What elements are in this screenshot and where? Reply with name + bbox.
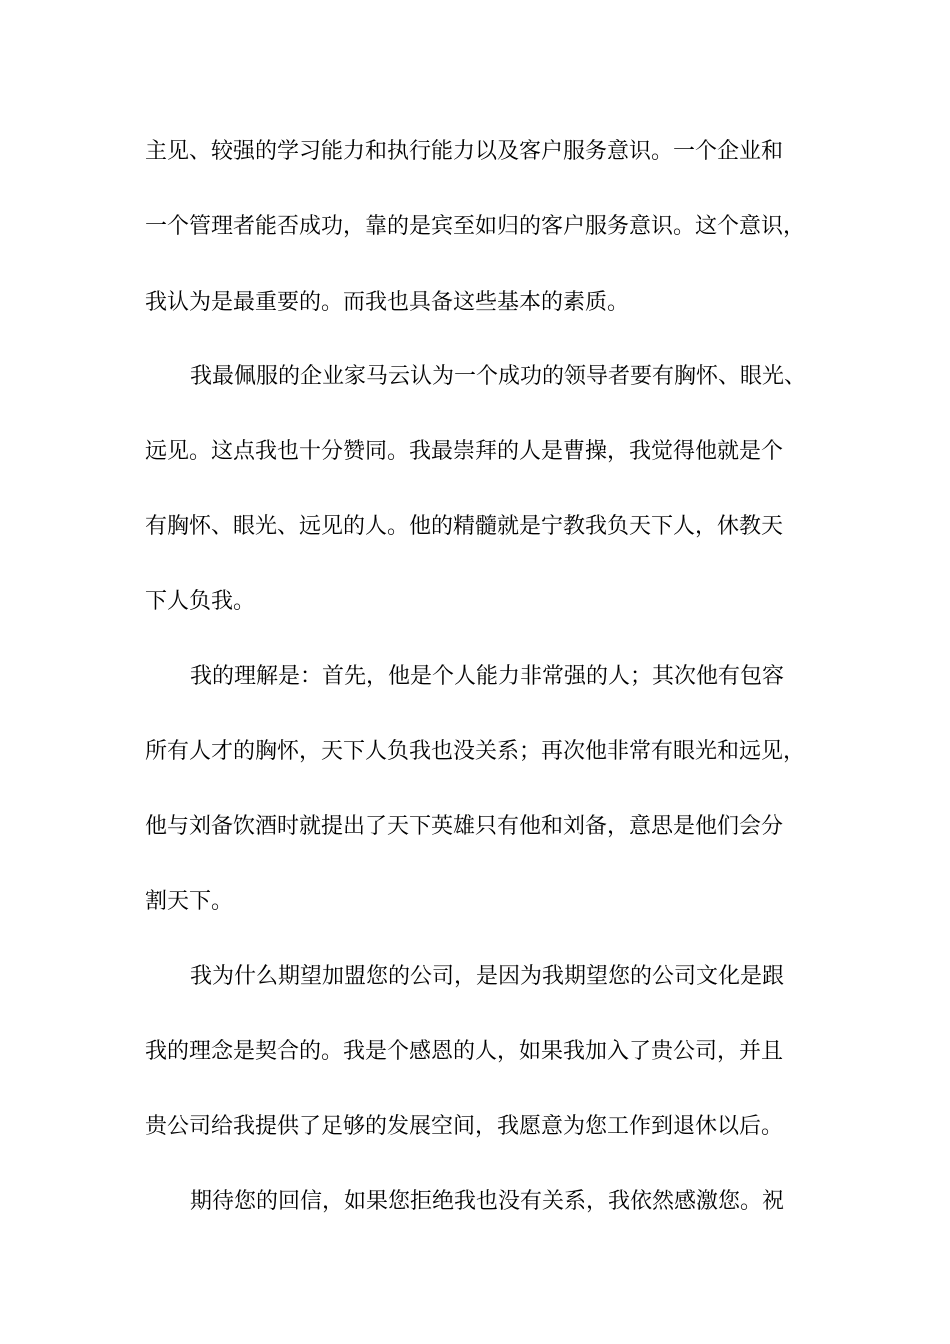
text-line-12: 我为什么期望加盟您的公司，是因为我期望您的公司文化是跟 bbox=[190, 964, 785, 989]
text-line-15: 期待您的回信，如果您拒绝我也没有关系，我依然感激您。祝 bbox=[190, 1189, 785, 1214]
text-line-10: 他与刘备饮酒时就提出了天下英雄只有他和刘备，意思是他们会分 bbox=[145, 814, 784, 839]
text-line-8: 我的理解是：首先，他是个人能力非常强的人；其次他有包容 bbox=[190, 664, 785, 689]
text-line-2: 一个管理者能否成功，靠的是宾至如归的客户服务意识。这个意识， bbox=[145, 214, 806, 239]
text-line-11: 割天下。 bbox=[145, 889, 234, 914]
text-line-4: 我最佩服的企业家马云认为一个成功的领导者要有胸怀、眼光、 bbox=[190, 364, 807, 389]
text-line-1: 主见、较强的学习能力和执行能力以及客户服务意识。一个企业和 bbox=[145, 139, 784, 164]
text-line-5: 远见。这点我也十分赞同。我最崇拜的人是曹操，我觉得他就是个 bbox=[145, 439, 784, 464]
text-line-13: 我的理念是契合的。我是个感恩的人，如果我加入了贵公司，并且 bbox=[145, 1039, 784, 1064]
text-line-14: 贵公司给我提供了足够的发展空间，我愿意为您工作到退休以后。 bbox=[145, 1114, 784, 1139]
text-line-3: 我认为是最重要的。而我也具备这些基本的素质。 bbox=[145, 290, 630, 315]
text-line-9: 所有人才的胸怀，天下人负我也没关系；再次他非常有眼光和远见， bbox=[145, 739, 806, 764]
text-line-7: 下人负我。 bbox=[145, 589, 256, 614]
text-line-6: 有胸怀、眼光、远见的人。他的精髓就是宁教我负天下人，休教天 bbox=[145, 514, 784, 539]
